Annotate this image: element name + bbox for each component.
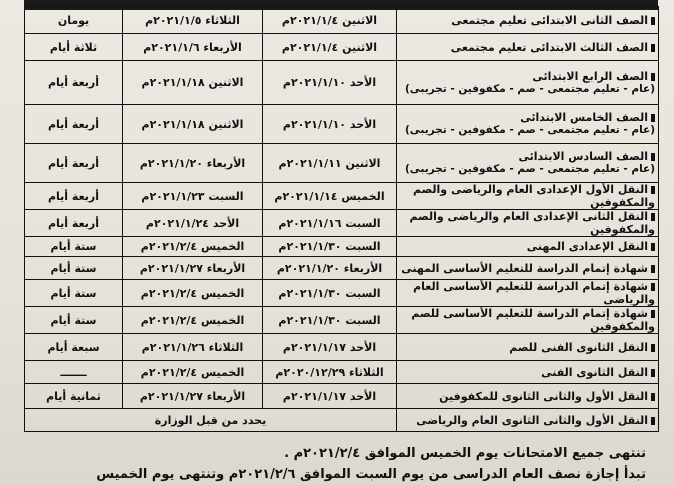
end-date-cell: الاثنين ٢٠٢١/١/١٨م — [123, 61, 263, 105]
bullet-icon — [651, 393, 655, 401]
end-date-cell: الأربعاء ٢٠٢١/١/٢٠م — [123, 144, 263, 183]
end-date-cell: الاثنين ٢٠٢١/١/١٨م — [123, 105, 263, 144]
grade-label: النقل الثانوى الفنى — [541, 365, 648, 379]
grade-label: النقل الإعدادى المهنى — [526, 240, 648, 253]
table-row — [25, 257, 659, 280]
start-date-cell: الثلاثاء ٢٠٢٠/١٢/٢٩م — [263, 361, 397, 384]
duration-cell: ستة أيام — [25, 280, 123, 307]
duration-cell: أربعة أيام — [25, 61, 123, 105]
grade-label: شهادة إتمام الدراسة للتعليم الأساسى للصم والمكفوفين — [411, 307, 655, 333]
bullet-icon — [651, 153, 655, 161]
grade-label: شهادة إتمام الدراسة للتعليم الأساسى العام والرياضى — [413, 280, 655, 306]
table-row — [25, 307, 659, 334]
start-date-cell: السبت ٢٠٢١/١/٣٠م — [263, 237, 397, 257]
end-date-cell: الأربعاء ٢٠٢١/١/٢٧م — [123, 257, 263, 280]
grade-cell — [397, 61, 659, 105]
bullet-icon — [651, 310, 655, 318]
grade-label: النقل الأول الإعدادى العام والرياضى والصم والمكفوفين — [412, 183, 655, 209]
table-row — [25, 105, 659, 144]
grade-label: النقل الثانوى الفنى للصم — [509, 340, 648, 354]
duration-cell: ستة أيام — [25, 237, 123, 257]
duration-cell: أربعة أيام — [25, 144, 123, 183]
bullet-icon — [651, 369, 655, 377]
grade-cell — [397, 361, 659, 384]
grade-cell — [397, 7, 659, 34]
table-row — [25, 361, 659, 384]
bullet-icon — [651, 283, 655, 291]
grade-label: الصف الثانى الابتدائى تعليم مجتمعى — [451, 13, 648, 27]
table-row — [25, 34, 659, 61]
exam-schedule-table — [24, 6, 659, 432]
grade-cell — [397, 183, 659, 210]
table-row — [25, 280, 659, 307]
start-date-cell: الاثنين ٢٠٢١/١/١١م — [263, 144, 397, 183]
start-date-cell: الأحد ٢٠٢١/١/١٠م — [263, 61, 397, 105]
end-date-cell: الثلاثاء ٢٠٢١/١/٢٦م — [123, 334, 263, 361]
bullet-icon — [651, 114, 655, 122]
start-date-cell: الأربعاء ٢٠٢١/١/٢٠م — [263, 257, 397, 280]
table-row — [25, 183, 659, 210]
end-date-cell: الأحد ٢٠٢١/١/٢٤م — [123, 210, 263, 237]
duration-cell: أربعة أيام — [25, 210, 123, 237]
grade-label: النقل الثانى الإعدادى العام والرياضى والصم والمكفوفين — [409, 210, 655, 236]
start-date-cell: الاثنين ٢٠٢١/١/٤م — [263, 7, 397, 34]
bullet-icon — [651, 265, 655, 273]
grade-cell — [397, 144, 659, 183]
grade-cell — [397, 210, 659, 237]
duration-cell: ثلاثة أيام — [25, 34, 123, 61]
grade-label: الصف الخامس الابتدائى — [520, 111, 648, 124]
table-row — [25, 144, 659, 183]
grade-cell — [397, 237, 659, 257]
start-date-cell: السبت ٢٠٢١/١/١٦م — [263, 210, 397, 237]
grade-label: الصف الرابع الابتدائى — [532, 69, 648, 83]
duration-cell: ستة أيام — [25, 257, 123, 280]
grade-cell — [397, 307, 659, 334]
bullet-icon — [651, 44, 655, 52]
bullet-icon — [651, 213, 655, 221]
table-row — [25, 409, 659, 432]
grade-cell — [397, 334, 659, 361]
end-date-cell: الخميس ٢٠٢١/٢/٤م — [123, 307, 263, 334]
table-row — [25, 210, 659, 237]
end-date-cell: السبت ٢٠٢١/١/٢٣م — [123, 183, 263, 210]
grade-cell — [397, 105, 659, 144]
end-date-cell: الخميس ٢٠٢١/٢/٤م — [123, 280, 263, 307]
duration-cell: ثمانية أيام — [25, 384, 123, 409]
duration-cell: ستة أيام — [25, 307, 123, 334]
start-date-cell: السبت ٢٠٢١/١/٣٠م — [263, 280, 397, 307]
duration-cell: أربعة أيام — [25, 105, 123, 144]
table-row — [25, 334, 659, 361]
bullet-icon — [651, 344, 655, 352]
grade-label: النقل الأول والثانى الثانوى للمكفوفين — [439, 389, 648, 403]
grade-subtitle: (عام - تعليم مجتمعى - صم - مكفوفين - تجريبى) — [405, 82, 655, 95]
start-date-cell: الأحد ٢٠٢١/١/١٧م — [263, 384, 397, 409]
end-date-cell: الخميس ٢٠٢١/٢/٤م — [123, 361, 263, 384]
table-row — [25, 237, 659, 257]
grade-subtitle: (عام - تعليم مجتمعى - صم - مكفوفين - تجريبى) — [405, 124, 655, 136]
end-date-cell: الأربعاء ٢٠٢١/١/٦م — [123, 34, 263, 61]
bullet-icon — [651, 243, 655, 251]
merged-ministry-cell: يحدد من قبل الوزارة — [25, 409, 397, 432]
grade-cell — [397, 34, 659, 61]
grade-label: النقل الأول والثانى الثانوى العام والرياضى — [416, 413, 648, 427]
bullet-icon — [651, 73, 655, 81]
bullet-icon — [651, 186, 655, 194]
grade-cell — [397, 280, 659, 307]
grade-subtitle: (عام - تعليم مجتمعى - صم - مكفوفين - تجريبى) — [405, 163, 655, 175]
table-row — [25, 61, 659, 105]
start-date-cell: السبت ٢٠٢١/١/٣٠م — [263, 307, 397, 334]
end-date-cell: الخميس ٢٠٢١/٢/٤م — [123, 237, 263, 257]
end-date-cell: الثلاثاء ٢٠٢١/١/٥م — [123, 7, 263, 34]
grade-label: شهادة إتمام الدراسة للتعليم الأساسى المهنى — [401, 261, 648, 275]
grade-cell — [397, 409, 659, 432]
grade-cell — [397, 384, 659, 409]
bullet-icon — [651, 17, 655, 25]
grade-label: الصف الثالث الابتدائى تعليم مجتمعى — [450, 40, 648, 54]
duration-cell: أربعة أيام — [25, 183, 123, 210]
start-date-cell: الأحد ٢٠٢١/١/١٧م — [263, 334, 397, 361]
end-date-cell: الأربعاء ٢٠٢١/١/٢٧م — [123, 384, 263, 409]
table-row — [25, 7, 659, 34]
duration-cell: ـــــــ — [25, 361, 123, 384]
table-row — [25, 384, 659, 409]
grade-label: الصف السادس الابتدائى — [518, 150, 648, 163]
grade-cell — [397, 257, 659, 280]
exams-end-note: تنتهى جميع الامتحانات يوم الخميس الموافق ٢٠٢١/٢/٤م . — [284, 446, 646, 461]
bullet-icon — [651, 417, 655, 425]
start-date-cell: الاثنين ٢٠٢١/١/٤م — [263, 34, 397, 61]
mid-year-vacation-note: تبدأ إجازة نصف العام الدراسى من يوم السبت الموافق ٢٠٢١/٢/٦م وتنتهى يوم الخميس — [96, 467, 646, 482]
duration-cell: سبعة أيام — [25, 334, 123, 361]
start-date-cell: الأحد ٢٠٢١/١/١٠م — [263, 105, 397, 144]
start-date-cell: الخميس ٢٠٢١/١/١٤م — [263, 183, 397, 210]
duration-cell: يومان — [25, 7, 123, 34]
